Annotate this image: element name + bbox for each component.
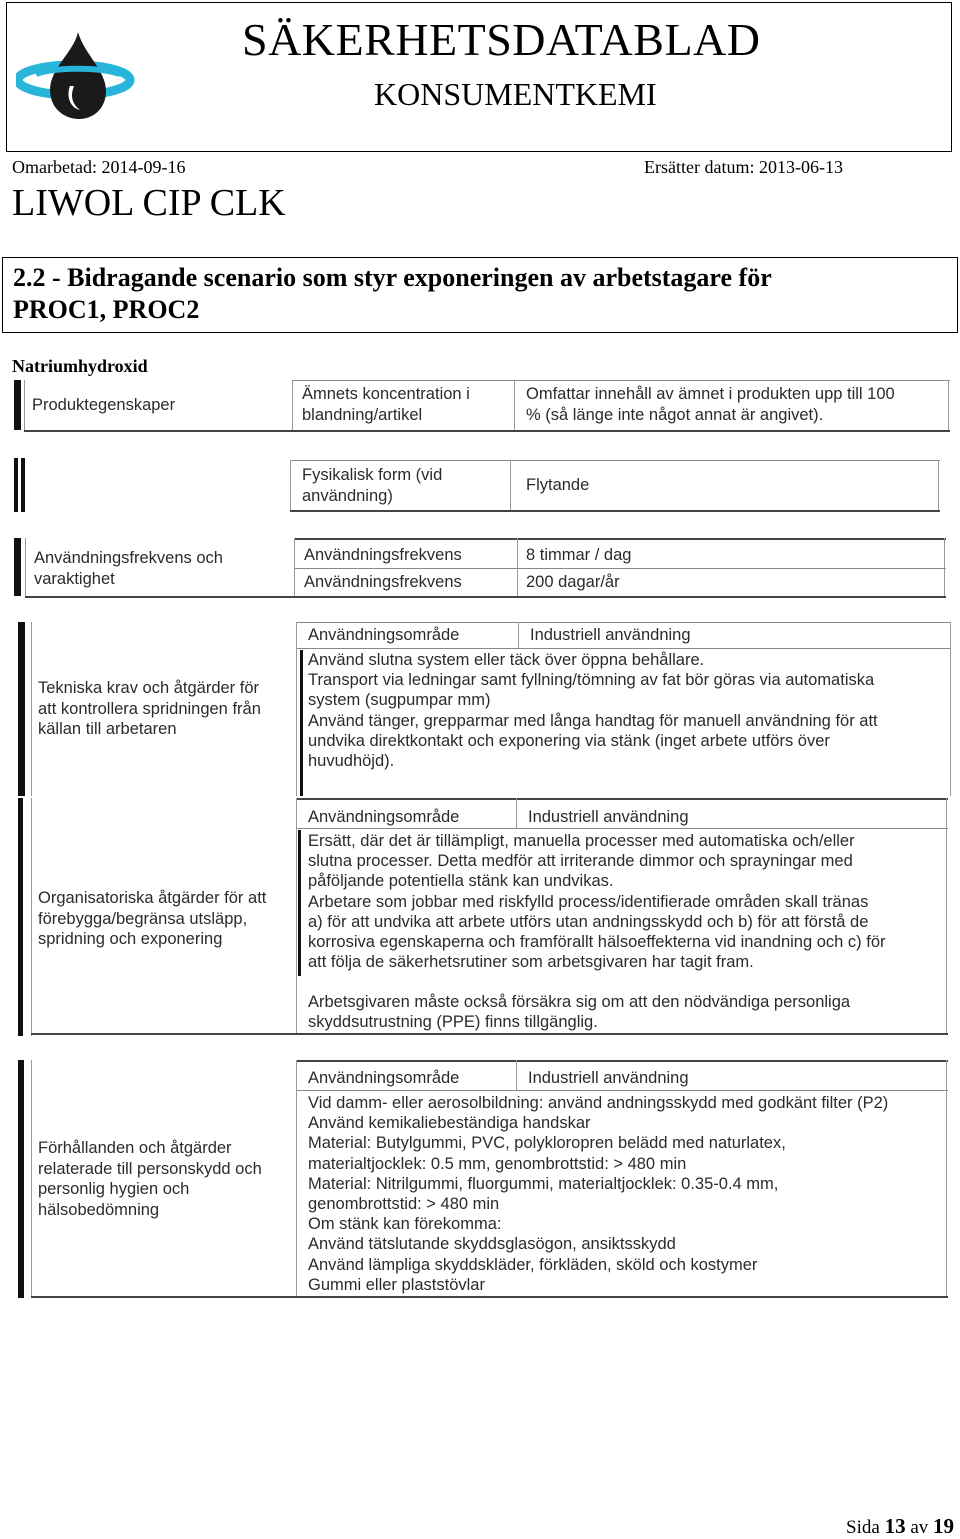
frequency-row-value: 200 dagar/år <box>526 573 620 591</box>
area-key: Användningsområde <box>308 626 460 644</box>
frequency-row-key: Användningsfrekvens <box>304 546 462 564</box>
organisational-measures-text: Ersätt, där det är tillämpligt, manuella processer med automatiska och/eller slutna processer. Detta medför att irriterande dimmor och sprayningar med påföljande potentiella stänk kan undvikas. Arbetare som jobbar med riskfylld process/identifierade områden skall tränas a) för att undvika att arbete utförs utan andningsskydd och b) för att förstå de korrosiva egenskaperna och framförallt hälsoeffekterna vid inandning och c) för att följa de säkerhetsrutiner som arbetsgivaren har tagit fram. <box>308 832 886 972</box>
page-number: Sida 13 av 19 <box>846 1514 954 1538</box>
technical-measures-panel <box>16 620 954 800</box>
frequency-panel <box>12 536 952 600</box>
concentration-value: Omfattar innehåll av ämnet i produkten upp till 100 % (så länge inte något annat är angivet). <box>526 385 895 424</box>
product-properties-label: Produktegenskaper <box>32 396 176 414</box>
personal-protection-panel <box>16 1058 952 1300</box>
area-value: Industriell användning <box>530 626 691 644</box>
area-value: Industriell användning <box>528 1069 689 1087</box>
frequency-label: Användningsfrekvens och varaktighet <box>34 549 223 588</box>
organisational-measures-label: Organisatoriska åtgärder för att förebygga/begränsa utsläpp, spridning och exponering <box>38 889 267 948</box>
area-key: Användningsområde <box>308 1069 460 1087</box>
area-key: Användningsområde <box>308 808 460 826</box>
physical-form-label: Fysikalisk form (vid användning) <box>302 466 443 505</box>
concentration-label: Ämnets koncentration i blandning/artikel <box>302 385 470 424</box>
replaces-date: Ersätter datum: 2013-06-13 <box>644 157 843 177</box>
section-heading-line-2: PROC1, PROC2 <box>13 295 200 324</box>
section-heading-line-1: 2.2 - Bidragande scenario som styr exponeringen av arbetstagare för <box>13 263 772 292</box>
personal-protection-label: Förhållanden och åtgärder relaterade till personskydd och personlig hygien och hälsobedömning <box>38 1139 262 1219</box>
frequency-row-key: Användningsfrekvens <box>304 573 462 591</box>
drop-ring-logo-icon <box>16 28 136 123</box>
substance-name: Natriumhydroxid <box>12 356 148 376</box>
section-heading <box>2 257 958 333</box>
area-value: Industriell användning <box>528 808 689 826</box>
frequency-row-value: 8 timmar / dag <box>526 546 632 564</box>
physical-form-panel <box>12 456 942 516</box>
personal-protection-text: Vid damm- eller aerosolbildning: använd andningsskydd med godkänt filter (P2) Använd kemikaliebeständiga handskar Material: Butylgummi, PVC, polykloropren belädd med naturlatex, materialtjocklek: 0.5 mm, genombrottstid: > 480 min Material: Nitrilgummi, fluorgummi, materialtjocklek: 0.35-0.4 mm, genombrottstid: > 480 min Om stänk kan förekomma: Använd tätslutande skyddsglasögon, ansiktsskydd Använd lämpliga skyddskläder, förkläden, sköld och kostymer Gummi eller plaststövlar <box>308 1094 889 1294</box>
organisational-measures-panel <box>16 796 952 1038</box>
physical-form-value: Flytande <box>526 476 590 494</box>
technical-measures-label: Tekniska krav och åtgärder för att kontrollera spridningen från källan till arbetaren <box>38 679 261 738</box>
product-properties-panel <box>12 378 952 434</box>
product-name: LIWOL CIP CLK <box>12 182 286 224</box>
revised-date: Omarbetad: 2014-09-16 <box>12 157 186 177</box>
document-subtitle: KONSUMENTKEMI <box>374 76 657 112</box>
document-title: SÄKERHETSDATABLAD <box>242 14 761 65</box>
technical-measures-text: Använd slutna system eller täck över öppna behållare. Transport via ledningar samt fyllning/tömning av fat bör göras via automatiska system (sugpumpar mm) Använd tänger, grepparmar med långa handtag för manuell användning för att undvika direktkontakt och exponering via stänk (inget arbete utförs över huvudhöjd). <box>308 651 878 771</box>
organisational-measures-text-2: Arbetsgivaren måste också försäkra sig om att den nödvändiga personliga skyddsutrustning (PPE) finns tillgänglig. <box>308 993 851 1032</box>
